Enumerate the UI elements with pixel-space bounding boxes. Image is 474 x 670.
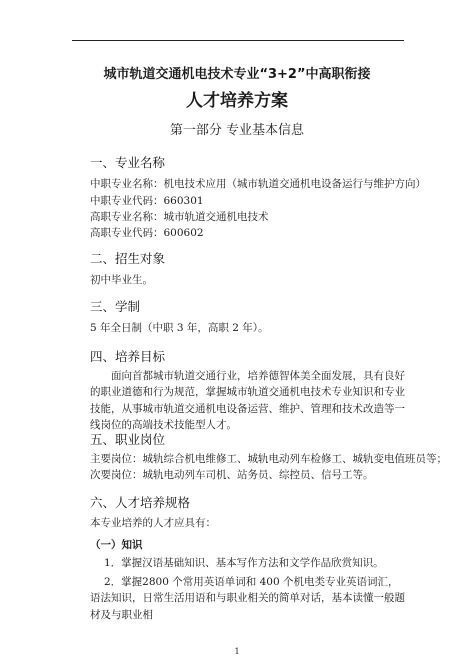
section-heading-positions: 五、职业岗位	[90, 432, 166, 447]
text-line: 本专业培养的人才应具有：	[90, 517, 216, 529]
section-heading-enrollment: 二、招生对象	[90, 251, 166, 266]
text-line: 中职专业代码：660301	[90, 195, 204, 207]
paragraph: 面向首都城市轨道交通行业，培养德智体美全面发展，具有良好的职业道德和行为规范，掌握城市轨道交通机电技术专业知识和专业技能，从事城市轨道交通机电设备运营、维护、管理和技术改造等一线岗位的高端技术技能型人才。	[90, 370, 405, 431]
text-line: 中职专业名称：机电技术应用（城市轨道交通机电设备运行与维护方向）	[90, 178, 426, 190]
header-rule	[72, 40, 404, 41]
text-line: 次要岗位：城轨电动列车司机、站务员、综控员、信号工等。	[90, 469, 374, 481]
section-heading-duration: 三、学制	[90, 299, 141, 314]
part-title: 第一部分 专业基本信息	[169, 123, 305, 138]
section-heading-specifications: 六、人才培养规格	[90, 495, 191, 510]
text-line: 5 年全日制（中职 3 年，高职 2 年）。	[90, 322, 269, 334]
list-item: 2．掌握2800 个常用英语单词和 400 个机电类专业英语词汇，语法知识，日常生活用语和与职业相关的简单对话，基本读懂一般题材及与职业相	[90, 576, 405, 621]
document-title-line2: 人才培养方案	[186, 91, 288, 111]
section-heading-objectives: 四、培养目标	[90, 349, 166, 364]
page-number: 1	[234, 647, 240, 656]
section-heading-major-name: 一、专业名称	[90, 155, 166, 170]
text-line: 高职专业名称：城市轨道交通机电技术	[90, 211, 269, 223]
text-line: 主要岗位：城轨综合机电维修工、城轨电动列车检修工、城轨变电值班员等；	[90, 453, 447, 465]
document-title-line1: 城市轨道交通机电技术专业“3+2”中高职衔接	[103, 67, 371, 82]
list-item: 1．掌握汉语基础知识、基本写作方法和文学作品欣赏知识。	[104, 557, 384, 569]
text-line: 初中毕业生。	[90, 274, 153, 286]
text-line: 高职专业代码：600602	[90, 227, 204, 239]
subsection-heading-knowledge: （一）知识	[90, 539, 143, 551]
